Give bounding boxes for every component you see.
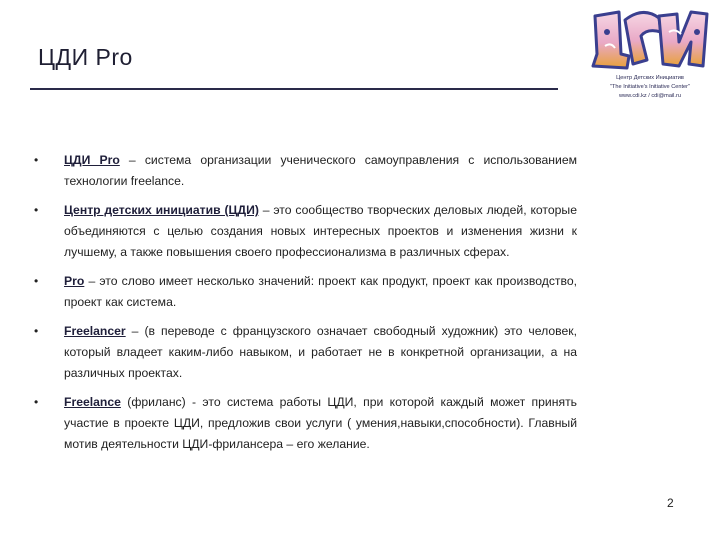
term-link[interactable]: Freelancer [64,324,126,338]
slide-title: ЦДИ Pro [38,44,133,70]
definition-text: – система организации ученического самоуправления с использованием технологии freelance. [64,153,577,188]
term-link[interactable]: ЦДИ Pro [64,153,120,167]
logo-caption-1: Центр Детских Инициатив [616,75,684,81]
graffiti-logo-graphic [585,2,715,74]
bullet-icon: • [34,324,39,338]
term-link[interactable]: Центр детских инициатив (ЦДИ) [64,203,259,217]
bullet-icon: • [34,153,39,167]
logo-caption-2: "The Initiative's Initiative Center" [610,84,690,90]
term-link[interactable]: Freelance [64,395,121,409]
list-item [32,271,577,313]
list-item [32,150,577,192]
bullet-icon: • [34,274,39,288]
logo-caption-3: www.cdi.kz / cdi@mail.ru [619,93,681,99]
bullet-icon: • [34,395,39,409]
definition-text: (фриланс) - это система работы ЦДИ, при которой каждый может принять участие в проекте ЦДИ, предложив свои услуги ( умения,навыки,способности). Главный мотив деятельности ЦДИ-фрилансера – его желание. [64,395,577,451]
definition-text: – это сообщество творческих деловых людей, которые объединяются с целью создания новых интересных проектов и изменения жизни к лучшему, а также повышения своего профессионализма в различных сферах. [64,203,577,259]
title-divider [30,88,558,90]
list-item [32,200,577,263]
definition-text: – (в переводе с французского означает свободный художник) это человек, который владеет каким-либо навыком, и работает не в конкретной организации, а на различных проектах. [64,324,577,380]
definition-text: – это слово имеет несколько значений: проект как продукт, проект как производство, проект как система. [64,274,577,309]
bullet-icon: • [34,203,39,217]
list-item [32,321,577,384]
term-link[interactable]: Pro [64,274,85,288]
page-number: 2 [667,496,674,510]
definitions-list [32,150,577,463]
cdi-logo [585,2,715,112]
list-item [32,392,577,455]
